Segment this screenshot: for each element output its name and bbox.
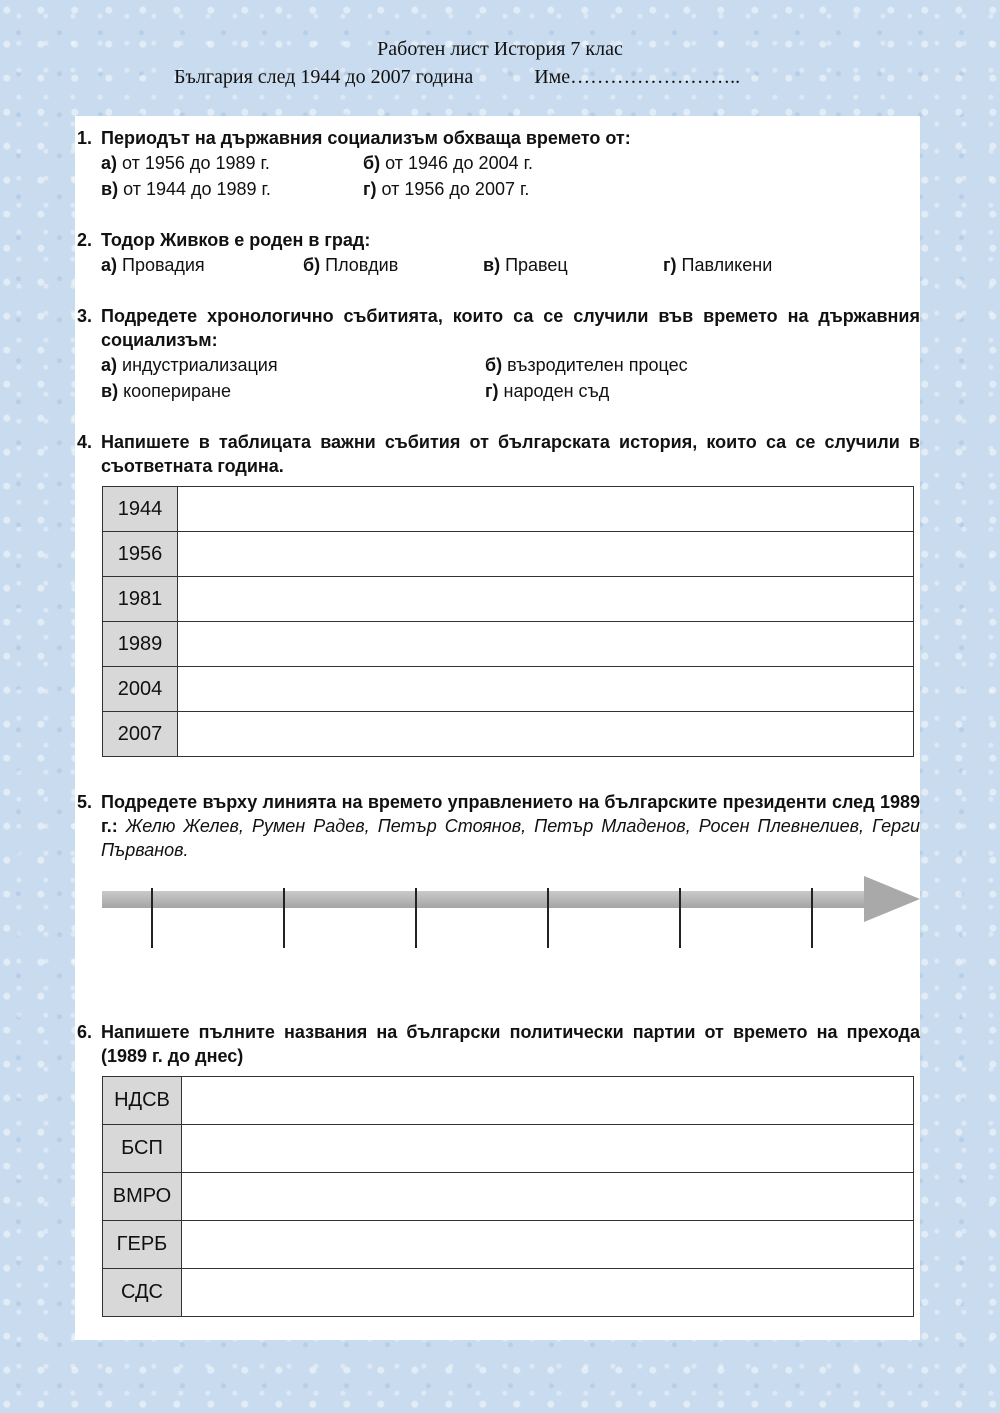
table-row — [103, 1077, 914, 1125]
table-row — [103, 667, 914, 712]
question-3 — [75, 304, 920, 404]
answer-options — [101, 150, 920, 202]
question-text: Тодор Живков е роден в град: — [101, 230, 371, 250]
question-number: 2. — [77, 230, 93, 250]
party-label: ВМРО — [103, 1173, 182, 1221]
option-c[interactable]: в) от 1944 до 1989 г. — [101, 179, 271, 199]
question-number: 6. — [77, 1022, 93, 1042]
answer-cell[interactable] — [182, 1269, 914, 1317]
party-label: СДС — [103, 1269, 182, 1317]
timeline-tick[interactable] — [415, 888, 417, 948]
worksheet-subtitle: България след 1944 до 2007 година — [174, 66, 474, 88]
worksheet-page — [75, 116, 920, 1340]
timeline-tick[interactable] — [151, 888, 153, 948]
question-text: Подредете върху линията на времето управлението на българските президенти след 1989 г.: — [101, 792, 920, 836]
timeline-tick[interactable] — [547, 888, 549, 948]
question-2 — [75, 228, 920, 280]
answer-options — [101, 252, 920, 280]
option-d[interactable]: г) народен съд — [485, 381, 610, 401]
question-text: Напишете пълните названия на български политически партии от времето на прехода (1989 г. до днес) — [101, 1022, 920, 1066]
option-d[interactable]: г) Павликени — [663, 255, 773, 275]
answer-cell[interactable] — [178, 712, 914, 757]
option-a[interactable]: а) Провадия — [101, 255, 205, 275]
timeline — [102, 876, 920, 952]
question-text: Напишете в таблицата важни събития от българската история, които са се случили в съответната година. — [101, 432, 920, 476]
party-label: ГЕРБ — [103, 1221, 182, 1269]
year-label: 1981 — [103, 577, 178, 622]
timeline-tick[interactable] — [811, 888, 813, 948]
question-6 — [75, 1020, 920, 1068]
question-text: Подредете хронологично събитията, които са се случили във времето на държавния социализъм: — [101, 306, 920, 350]
table-row — [103, 1125, 914, 1173]
party-label: БСП — [103, 1125, 182, 1173]
question-number: 1. — [77, 128, 93, 148]
answer-cell[interactable] — [178, 622, 914, 667]
years-table — [102, 486, 914, 757]
question-4 — [75, 430, 920, 478]
table-row — [103, 1269, 914, 1317]
answer-cell[interactable] — [182, 1077, 914, 1125]
question-1 — [75, 126, 920, 202]
answer-options — [101, 352, 920, 404]
answer-cell[interactable] — [182, 1125, 914, 1173]
worksheet-subtitle-line — [174, 66, 740, 89]
option-b[interactable]: б) Пловдив — [303, 255, 399, 275]
table-row — [103, 577, 914, 622]
timeline-tick[interactable] — [679, 888, 681, 948]
option-c[interactable]: в) коопериране — [101, 381, 231, 401]
option-d[interactable]: г) от 1956 до 2007 г. — [363, 179, 530, 199]
question-5 — [75, 790, 920, 862]
answer-cell[interactable] — [178, 532, 914, 577]
year-label: 2004 — [103, 667, 178, 712]
answer-cell[interactable] — [182, 1221, 914, 1269]
option-b[interactable]: б) от 1946 до 2004 г. — [363, 153, 533, 173]
answer-cell[interactable] — [178, 577, 914, 622]
worksheet-title: Работен лист История 7 клас — [377, 38, 623, 60]
year-label: 1956 — [103, 532, 178, 577]
timeline-bar — [102, 891, 872, 908]
table-row — [103, 1221, 914, 1269]
table-row — [103, 1173, 914, 1221]
president-names: Желю Желев, Румен Радев, Петър Стоянов, Петър Младенов, Росен Плевнелиев, Герги Първанов. — [101, 816, 920, 860]
parties-table — [102, 1076, 914, 1317]
table-row — [103, 487, 914, 532]
answer-cell[interactable] — [178, 487, 914, 532]
name-field[interactable]: Име…………………….. — [534, 66, 741, 88]
table-row — [103, 532, 914, 577]
year-label: 1989 — [103, 622, 178, 667]
question-text: Периодът на държавния социализъм обхваща времето от: — [101, 128, 631, 148]
option-b[interactable]: б) възродителен процес — [485, 355, 688, 375]
table-row — [103, 712, 914, 757]
question-number: 4. — [77, 432, 93, 452]
answer-cell[interactable] — [182, 1173, 914, 1221]
answer-cell[interactable] — [178, 667, 914, 712]
option-a[interactable]: а) от 1956 до 1989 г. — [101, 153, 270, 173]
question-number: 5. — [77, 792, 93, 812]
worksheet-header — [0, 38, 1000, 88]
party-label: НДСВ — [103, 1077, 182, 1125]
option-c[interactable]: в) Правец — [483, 255, 568, 275]
option-a[interactable]: а) индустриализация — [101, 355, 278, 375]
timeline-tick[interactable] — [283, 888, 285, 948]
year-label: 1944 — [103, 487, 178, 532]
year-label: 2007 — [103, 712, 178, 757]
table-row — [103, 622, 914, 667]
question-number: 3. — [77, 306, 93, 326]
timeline-arrow-icon — [864, 876, 920, 922]
